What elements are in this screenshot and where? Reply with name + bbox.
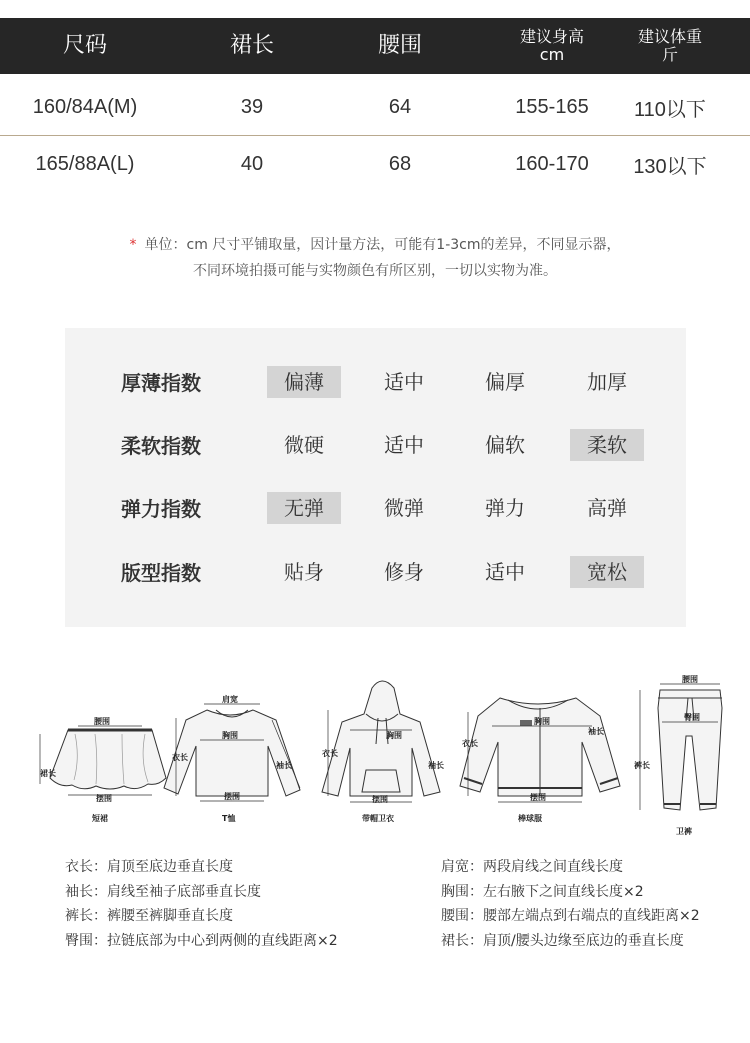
cell-weight: 110以下 [634,98,706,121]
hoodie-hem-label: 摆围 [372,795,388,804]
index-option: 适中 [485,560,525,584]
hoodie-chest-label: 胸围 [386,731,402,740]
definition-hip: 臀围：拉链底部为中心到两侧的直线距离×2 [65,932,338,949]
index-option: 修身 [384,560,424,584]
pants-length-label: 裤长 [634,761,650,770]
pants-hip-label: 臀围 [684,713,700,722]
fabric-index-panel [65,328,686,627]
skirt-length-label: 裙长 [40,769,56,778]
header-waist: 腰围 [377,33,422,58]
jacket-hem-label: 摆围 [530,793,546,802]
cell-skirt-length: 39 [240,95,264,118]
garment-diagrams [0,668,750,838]
definition-skirt-length: 裙长：肩顶/腰头边缘至底边的垂直长度 [441,932,684,949]
measurement-note [0,232,750,284]
cell-height: 155-165 [515,95,589,118]
definition-chest: 胸围：左右腋下之间直线长度×2 [441,883,644,900]
index-label: 厚薄指数 [121,371,201,395]
index-option: 贴身 [284,560,324,584]
jacket-body-label: 衣长 [462,739,478,748]
jacket-name-label: 棒球服 [518,814,542,823]
cell-size: 165/88A(L) [35,152,135,175]
cell-waist: 64 [388,95,412,118]
index-option: 偏软 [485,433,525,457]
table-row [0,79,750,135]
header-size: 尺码 [62,33,107,58]
note-line-2: 不同环境拍摄可能与实物颜色有所区别，一切以实物为准。 [193,263,557,279]
tshirt-diagram [164,694,300,823]
index-row-thickness [65,366,686,400]
definition-pants-length: 裤长：裤腰至裤脚垂直长度 [65,908,233,924]
index-option: 微硬 [284,433,324,457]
hoodie-name-label: 带帽卫衣 [362,814,394,823]
tshirt-shoulder-label: 肩宽 [222,695,238,704]
index-row-fit [65,556,686,590]
jacket-diagram [460,698,620,823]
pants-waist-label: 腰围 [682,675,698,684]
tshirt-name-label: T恤 [222,814,236,823]
definition-shoulder: 肩宽：两段肩线之间直线长度 [441,859,623,875]
definitions-left [65,855,338,953]
size-table-header [0,18,750,74]
hoodie-body-label: 衣长 [322,749,338,758]
cell-height: 160-170 [515,152,589,175]
definition-waist: 腰围：腰部左端点到右端点的直线距离×2 [441,908,700,924]
index-option-selected: 柔软 [570,429,644,461]
cell-size: 160/84A(M) [32,95,138,118]
index-option-selected: 偏薄 [267,366,341,398]
index-label: 版型指数 [121,561,201,585]
index-option: 适中 [384,433,424,457]
note-star: * [129,237,137,253]
index-option-selected: 宽松 [570,556,644,588]
cell-waist: 68 [388,152,412,175]
jacket-sleeve-label: 袖长 [588,727,604,736]
index-option: 加厚 [587,370,627,394]
tshirt-body-label: 衣长 [172,753,188,762]
cell-weight: 130以下 [633,155,707,178]
index-option: 弹力 [485,496,525,520]
tshirt-hem-label: 摆围 [224,792,240,801]
index-option: 高弹 [587,496,627,520]
jacket-chest-label: 胸围 [534,717,550,726]
index-option: 偏厚 [485,370,525,394]
index-label: 柔软指数 [121,434,201,458]
header-skirt-length: 裙长 [229,33,274,58]
note-line-1: 单位：cm 尺寸平铺取量，因计量方法，可能有1-3cm的差异，不同显示器， [144,237,621,253]
header-weight: 建议体重 斤 [637,27,702,64]
skirt-name-label: 短裙 [92,814,108,823]
skirt-diagram [39,716,166,823]
header-height: 建议身高 cm [519,27,584,64]
definition-sleeve-length: 袖长：肩线至袖子底部垂直长度 [65,883,261,900]
index-label: 弹力指数 [121,497,201,521]
tshirt-chest-label: 胸围 [222,731,238,740]
cell-skirt-length: 40 [240,152,264,175]
definition-body-length: 衣长：肩顶至底边垂直长度 [65,859,233,875]
hoodie-diagram [322,681,444,823]
skirt-hem-label: 摆围 [96,794,112,803]
skirt-waist-label: 腰围 [94,717,110,726]
tshirt-sleeve-label: 袖长 [276,761,292,770]
definitions-right [441,855,700,953]
hoodie-sleeve-label: 袖长 [428,761,444,770]
index-row-elasticity [65,492,686,526]
index-option-selected: 无弹 [267,492,341,524]
index-option: 微弹 [384,496,424,520]
pants-diagram [634,674,722,836]
index-row-softness [65,429,686,463]
pants-name-label: 卫裤 [676,827,692,836]
table-row [0,136,750,192]
index-option: 适中 [384,370,424,394]
